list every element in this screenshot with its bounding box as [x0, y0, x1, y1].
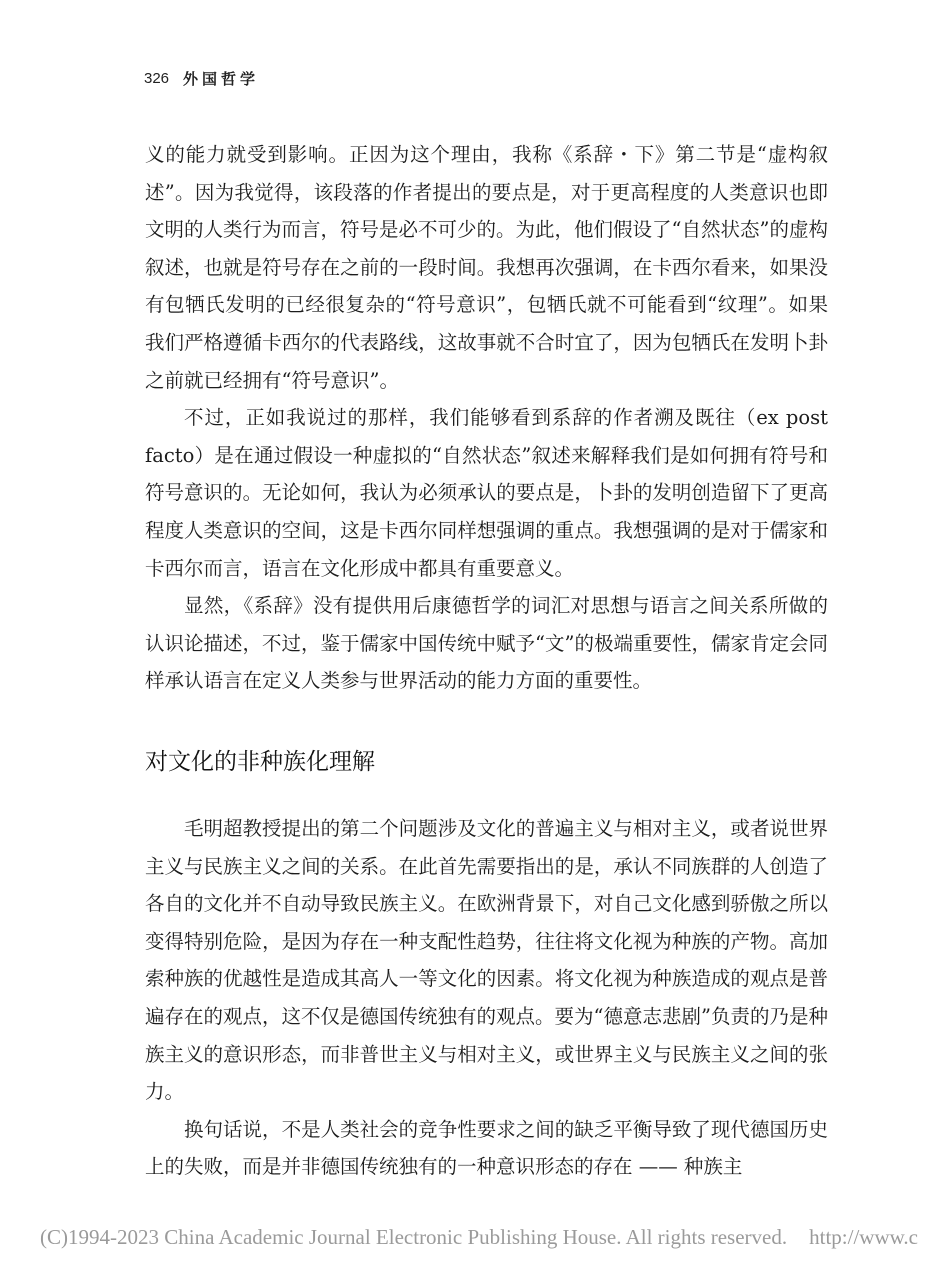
copyright-text: (C)1994-2023 China Academic Journal Electronic Publishing House. All rights reserved. [40, 1225, 788, 1249]
text-block-continuation [145, 136, 828, 700]
page-number: 326 [144, 69, 170, 87]
paragraph: 换句话说，不是人类社会的竞争性要求之间的缺乏平衡导致了现代德国历史上的失败，而是并非德国传统独有的一种意识形态的存在 —— 种族主 [145, 1117, 828, 1179]
paragraph: 义的能力就受到影响。正因为这个理由，我称《系辞・下》第二节是“虚构叙述”。因为我觉得，该段落的作者提出的要点是，对于更高程度的人类意识也即文明的人类行为而言，符号是必不可少的。为此，他们假设了“自然状态”的虚构叙述，也就是符号存在之前的一段时间。我想再次强调，在卡西尔看来，如果没有包牺氏发明的已经很复杂的“符号意识”，包牺氏就不可能看到“纹理”。如果我们严格遵循卡西尔的代表路线，这故事就不合时宜了，因为包牺氏在发明卜卦之前就已经拥有“符号意识”。 [145, 143, 828, 392]
journal-name: 外国哲学 [183, 69, 260, 88]
copyright-watermark [40, 1222, 918, 1252]
paragraph: 毛明超教授提出的第二个问题涉及文化的普遍主义与相对主义，或者说世界主义与民族主义之间的关系。在此首先需要指出的是，承认不同族群的人创造了各自的文化并不自动导致民族主义。在欧洲背景下，对自己文化感到骄傲之所以变得特别危险，是因为存在一种支配性趋势，往往将文化视为种族的产物。高加索种族的优越性是造成其高人一等文化的因素。将文化视为种族造成的观点是普遍存在的观点，这不仅是德国传统独有的观点。要为“德意志悲剧”负责的乃是种族主义的意识形态，而非普世主义与相对主义，或世界主义与民族主义之间的张力。 [145, 817, 828, 1104]
text-block-section [145, 810, 828, 1186]
section-heading: 对文化的非种族化理解 [145, 749, 375, 775]
paragraph: 显然，《系辞》没有提供用后康德哲学的词汇对思想与语言之间关系所做的认识论描述，不过，鉴于儒家中国传统中赋予“文”的极端重要性，儒家肯定会同样承认语言在定义人类参与世界活动的能力方面的重要性。 [145, 594, 828, 693]
publisher-url: http://www.c [809, 1225, 919, 1249]
paragraph: 不过，正如我说过的那样，我们能够看到系辞的作者溯及既往（ex post facto）是在通过假设一种虚拟的“自然状态”叙述来解释我们是如何拥有符号和符号意识的。无论如何，我认为必须承认的要点是，卜卦的发明创造留下了更高程度人类意识的空间，这是卡西尔同样想强调的重点。我想强调的是对于儒家和卡西尔而言，语言在文化形成中都具有重要意义。 [145, 406, 828, 580]
running-header [144, 66, 259, 90]
